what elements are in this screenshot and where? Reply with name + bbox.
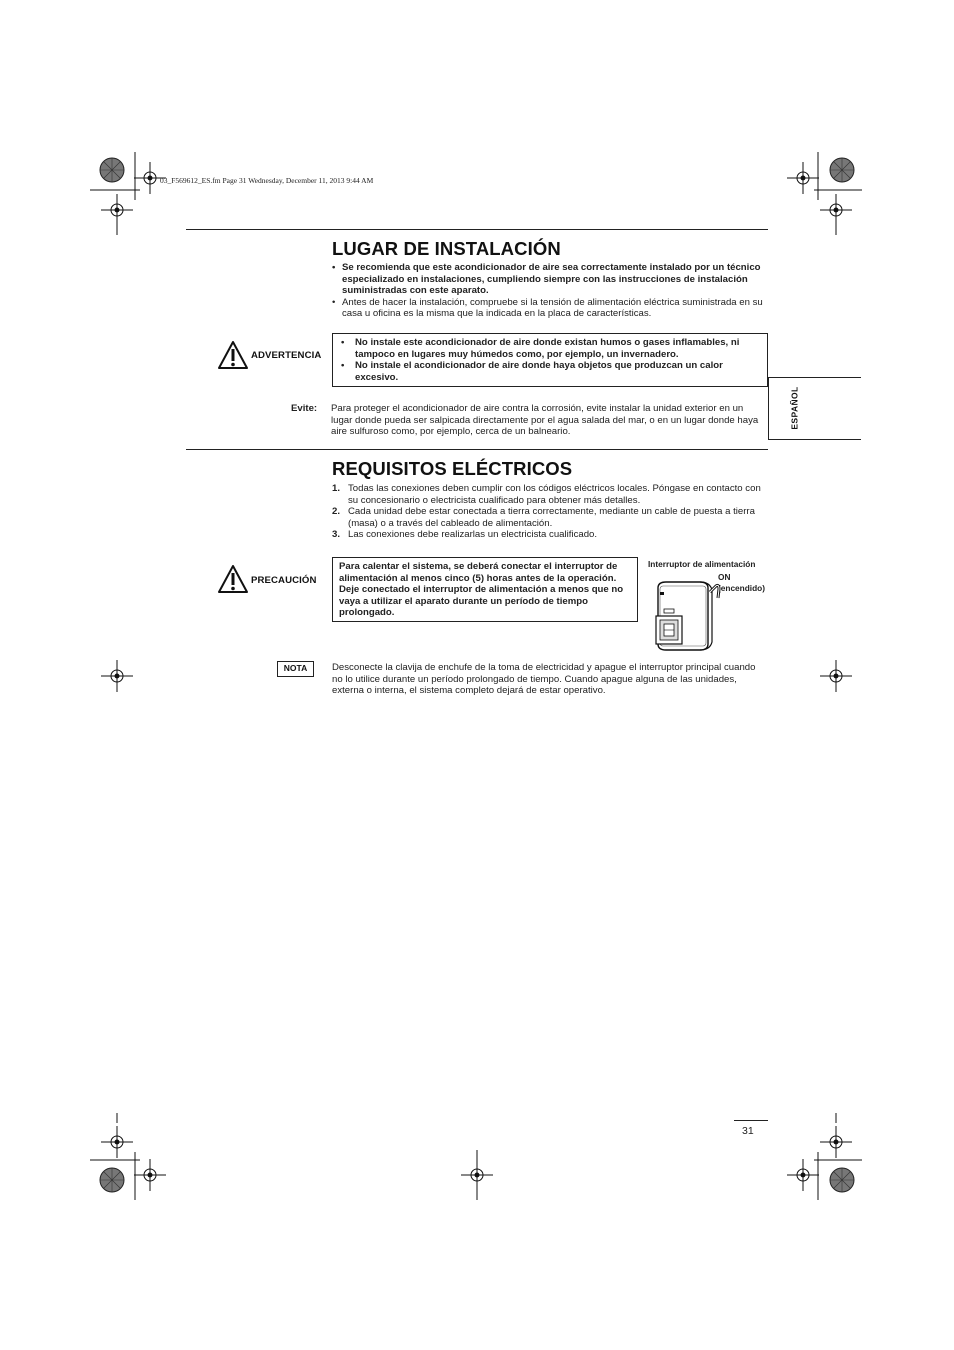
print-file-info: 03_F569612_ES.fm Page 31 Wednesday, December 11, 2013 9:44 AM [160, 176, 374, 185]
electrical-list [332, 483, 766, 541]
electrical-item-1: 1. Todas las conexiones deben cumplir con los códigos eléctricos locales. Póngase en contacto con su concesionario o electricista cualificado para obtener más detalles. [332, 483, 761, 506]
installation-bullet-1: • Se recomienda que este acondicionador de aire sea correctamente instalado por un técnico especializado en instalaciones, cumpliendo siempre con las instrucciones de instalación suministradas con este aparato. [332, 262, 764, 297]
figure-on-sublabel: (encendido) [718, 583, 766, 593]
side-tab-bottom-rule [768, 439, 861, 440]
side-tab-top-rule [768, 377, 861, 378]
warning-box [332, 333, 768, 387]
section-title-electrical: REQUISITOS ELÉCTRICOS [332, 458, 573, 479]
section-divider-middle [186, 449, 768, 450]
note-badge: NOTA [277, 661, 314, 677]
figure-on-label: ON [718, 572, 731, 582]
section-title-installation: LUGAR DE INSTALACIÓN [332, 238, 561, 259]
warning-item-2: • No instale el acondicionador de aire donde haya objetos que produzcan un calor excesivo. [341, 360, 759, 383]
caution-label: PRECAUCIÓN [251, 575, 317, 586]
power-switch-illustration [646, 572, 726, 652]
note-text: Desconecte la clavija de enchufe de la toma de electricidad y apague el interruptor principal cuando no lo utilice durante un período prolongado de tiempo. Cuando apague alguna de las unidades, externa o interna, el sistema completo dejará de estar operativo. [332, 662, 756, 697]
avoid-label: Evite: [291, 403, 318, 414]
warning-label: ADVERTENCIA [251, 350, 322, 361]
page-number: 31 [742, 1125, 754, 1137]
caution-triangle-icon [217, 564, 249, 594]
installation-bullets [332, 262, 764, 320]
section-divider-top [186, 229, 768, 230]
footer-rule [734, 1120, 768, 1121]
figure-caption: Interruptor de alimentación [648, 559, 756, 569]
electrical-item-2: 2. Cada unidad debe estar conectada a tierra correctamente, mediante un cable de puesta a tierra (masa) o a través del cableado de alimentación. [332, 506, 755, 529]
side-tab-language: ESPAÑOL [789, 386, 800, 430]
caution-box [332, 557, 638, 622]
warning-item-1: • No instale este acondicionador de aire donde existan humos o gases inflamables, ni tampoco en lugares muy húmedos como, por ejemplo, un invernadero. [341, 337, 759, 360]
warning-triangle-icon [217, 340, 249, 370]
electrical-item-3: 3. Las conexiones debe realizarlas un electricista cualificado. [332, 529, 598, 541]
installation-bullet-2: • Antes de hacer la instalación, compruebe si la tensión de alimentación eléctrica suministrada en su casa u oficina es la misma que la indicada en la placa de características. [332, 297, 764, 320]
avoid-text: Para proteger el acondicionador de aire contra la corrosión, evite instalar la unidad exterior en un lugar donde pueda ser salpicada directamente por el agua salada del mar, o en un lugar donde haya aire sulfuroso como, por ejemplo, cerca de un balneario. [331, 403, 759, 438]
caution-text: Para calentar el sistema, se deberá conectar el interruptor de alimentación al menos cinco (5) horas antes de la operación. Deje conectado el interruptor de alimentación a menos que no vaya a utilizar el aparato durante un período de tiempo prolongado. [339, 561, 624, 619]
